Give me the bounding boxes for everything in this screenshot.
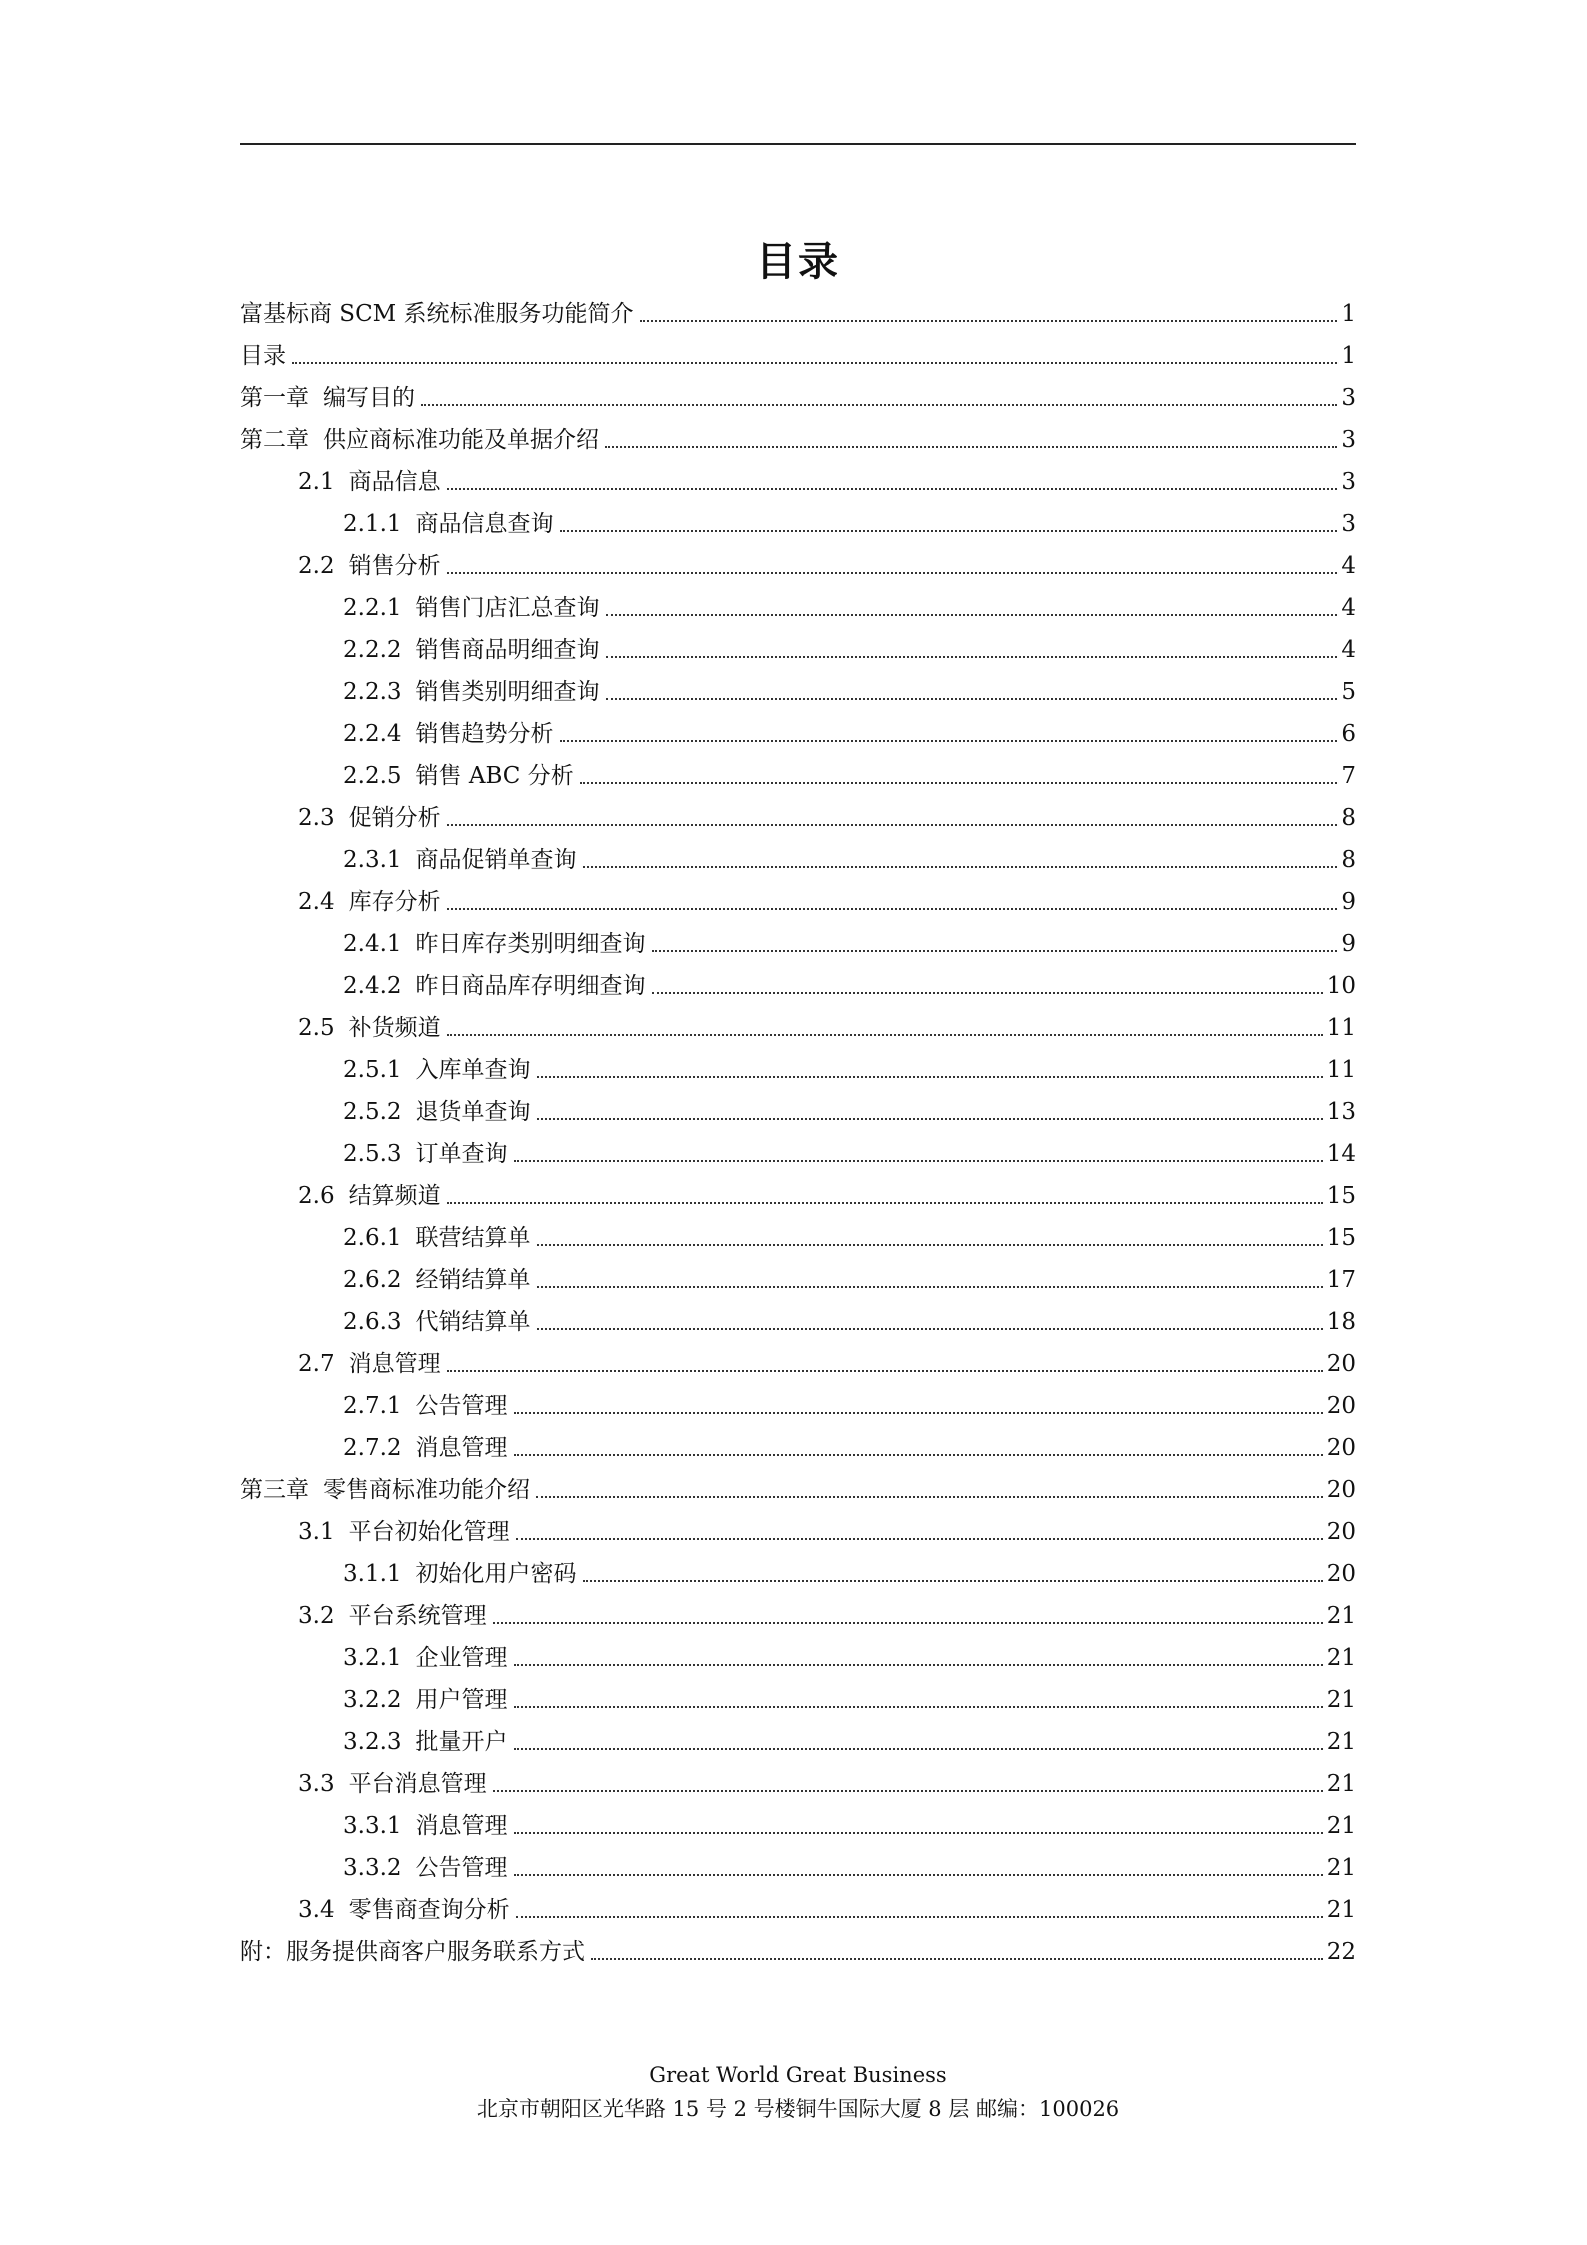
toc-entry-number: 3.3	[298, 1771, 335, 1797]
toc-entry[interactable]	[240, 749, 1356, 791]
toc-dot-leader	[447, 908, 1338, 910]
toc-entry-number: 2.6.1	[343, 1225, 402, 1251]
toc-entry-title: 公告管理	[415, 1855, 508, 1881]
toc-entry[interactable]	[240, 1253, 1356, 1295]
page-footer	[240, 2058, 1356, 2126]
toc-entry-number: 2.5	[298, 1015, 335, 1041]
toc-entry[interactable]	[240, 1463, 1356, 1505]
toc-dot-leader	[514, 1664, 1323, 1666]
toc-entry-title: 经销结算单	[415, 1267, 531, 1293]
toc-entry-number: 2.2.3	[343, 679, 402, 705]
toc-entry[interactable]	[240, 1799, 1356, 1841]
toc-entry-page: 13	[1326, 1099, 1356, 1125]
toc-entry-title: 销售商品明细查询	[415, 637, 600, 663]
toc-entry-title: 昨日库存类别明细查询	[415, 931, 646, 957]
toc-entry-page: 11	[1326, 1057, 1356, 1083]
toc-entry-page: 9	[1341, 931, 1356, 957]
toc-entry[interactable]	[240, 1085, 1356, 1127]
toc-entry-number: 3.1.1	[343, 1561, 402, 1587]
toc-entry-title: 附：服务提供商客户服务联系方式	[240, 1939, 585, 1965]
toc-entry-number: 第二章	[240, 427, 309, 453]
toc-entry-page: 18	[1326, 1309, 1356, 1335]
toc-entry-title: 销售门店汇总查询	[415, 595, 600, 621]
toc-entry-page: 21	[1326, 1897, 1356, 1923]
toc-entry-page: 20	[1326, 1561, 1356, 1587]
toc-dot-leader	[514, 1706, 1323, 1708]
toc-entry-page: 21	[1326, 1729, 1356, 1755]
toc-dot-leader	[537, 1118, 1323, 1120]
toc-entry[interactable]	[240, 1127, 1356, 1169]
toc-entry[interactable]	[240, 1547, 1356, 1589]
toc-entry-page: 8	[1341, 847, 1356, 873]
toc-entry[interactable]	[240, 1505, 1356, 1547]
toc-dot-leader	[493, 1790, 1323, 1792]
toc-entry-title: 零售商标准功能介绍	[323, 1477, 530, 1503]
toc-dot-leader	[537, 1244, 1323, 1246]
toc-entry-number: 2.2	[298, 553, 335, 579]
toc-entry-page: 3	[1341, 511, 1356, 537]
toc-dot-leader	[292, 362, 1337, 364]
toc-entry-title: 零售商查询分析	[348, 1897, 510, 1923]
toc-entry-title: 库存分析	[348, 889, 441, 915]
toc-entry-page: 20	[1326, 1435, 1356, 1461]
toc-entry-page: 21	[1326, 1645, 1356, 1671]
toc-entry-title: 昨日商品库存明细查询	[415, 973, 646, 999]
toc-entry[interactable]	[240, 1421, 1356, 1463]
toc-entry-number: 3.2.2	[343, 1687, 402, 1713]
toc-entry-page: 4	[1341, 553, 1356, 579]
toc-entry[interactable]	[240, 665, 1356, 707]
toc-entry-title: 消息管理	[348, 1351, 441, 1377]
toc-entry-page: 20	[1326, 1393, 1356, 1419]
toc-entry-page: 1	[1341, 343, 1356, 369]
toc-entry-number: 3.2.1	[343, 1645, 402, 1671]
footer-slogan: Great World Great Business	[649, 2063, 947, 2087]
toc-entry-number: 3.2.3	[343, 1729, 402, 1755]
toc-entry[interactable]	[240, 1169, 1356, 1211]
toc-entry[interactable]	[240, 1757, 1356, 1799]
footer-address: 北京市朝阳区光华路 15 号 2 号楼铜牛国际大厦 8 层 邮编：100026	[476, 2097, 1120, 2121]
toc-dot-leader	[606, 698, 1338, 700]
toc-dot-leader	[514, 1874, 1323, 1876]
toc-entry[interactable]	[240, 1295, 1356, 1337]
toc-entry-number: 2.5.2	[343, 1099, 402, 1125]
toc-entry[interactable]	[240, 581, 1356, 623]
toc-entry-number: 2.7.2	[343, 1435, 402, 1461]
toc-entry-title: 促销分析	[348, 805, 441, 831]
toc-entry-number: 2.6.2	[343, 1267, 402, 1293]
toc-entry-page: 1	[1341, 301, 1356, 327]
toc-entry-page: 7	[1341, 763, 1356, 789]
toc-dot-leader	[514, 1160, 1323, 1162]
toc-dot-leader	[560, 530, 1338, 532]
toc-entry[interactable]	[240, 1337, 1356, 1379]
toc-dot-leader	[447, 1370, 1323, 1372]
toc-entry[interactable]	[240, 833, 1356, 875]
toc-entry-title: 初始化用户密码	[415, 1561, 577, 1587]
toc-entry-page: 14	[1326, 1141, 1356, 1167]
toc-entry-page: 21	[1326, 1855, 1356, 1881]
toc-entry[interactable]	[240, 1043, 1356, 1085]
toc-entry-title: 商品促销单查询	[415, 847, 577, 873]
toc-entry-page: 9	[1341, 889, 1356, 915]
toc-entry[interactable]	[240, 623, 1356, 665]
toc-entry-page: 20	[1326, 1477, 1356, 1503]
toc-entry[interactable]	[240, 1631, 1356, 1673]
toc-entry[interactable]	[240, 1379, 1356, 1421]
toc-entry-page: 8	[1341, 805, 1356, 831]
toc-entry-number: 第一章	[240, 385, 309, 411]
toc-entry-number: 2.2.1	[343, 595, 402, 621]
toc-entry-number: 2.5.1	[343, 1057, 402, 1083]
toc-entry-page: 3	[1341, 427, 1356, 453]
toc-entry-title: 销售类别明细查询	[415, 679, 600, 705]
toc-dot-leader	[447, 572, 1338, 574]
toc-entry[interactable]	[240, 959, 1356, 1001]
toc-entry-title: 消息管理	[415, 1435, 508, 1461]
toc-entry-page: 4	[1341, 595, 1356, 621]
toc-entry-title: 平台消息管理	[348, 1771, 487, 1797]
toc-entry-page: 15	[1326, 1183, 1356, 1209]
toc-entry-number: 2.2.5	[343, 763, 402, 789]
toc-entry-title: 平台系统管理	[348, 1603, 487, 1629]
toc-entry-title: 商品信息查询	[415, 511, 554, 537]
toc-entry-number: 2.5.3	[343, 1141, 402, 1167]
toc-entry[interactable]	[240, 1715, 1356, 1757]
toc-entry-number: 2.6.3	[343, 1309, 402, 1335]
toc-dot-leader	[605, 446, 1337, 448]
toc-entry-title: 编写目的	[323, 385, 415, 411]
toc-entry-page: 20	[1326, 1519, 1356, 1545]
toc-dot-leader	[640, 320, 1338, 322]
toc-entry-number: 第三章	[240, 1477, 309, 1503]
toc-entry-title: 联营结算单	[415, 1225, 531, 1251]
toc-dot-leader	[516, 1538, 1323, 1540]
toc-entry[interactable]	[240, 1589, 1356, 1631]
toc-dot-leader	[514, 1832, 1323, 1834]
toc-entry-title: 代销结算单	[415, 1309, 531, 1335]
toc-entry[interactable]	[240, 875, 1356, 917]
toc-entry-title: 用户管理	[415, 1687, 508, 1713]
toc-entry-number: 2.3.1	[343, 847, 402, 873]
toc-entry-title: 企业管理	[415, 1645, 508, 1671]
toc-entry-page: 3	[1341, 385, 1356, 411]
toc-entry[interactable]	[240, 1211, 1356, 1253]
toc-entry-number: 2.6	[298, 1183, 335, 1209]
toc-entry[interactable]	[240, 455, 1356, 497]
toc-entry-page: 4	[1341, 637, 1356, 663]
toc-dot-leader	[591, 1958, 1323, 1960]
toc-entry[interactable]	[240, 1841, 1356, 1883]
toc-entry-page: 20	[1326, 1351, 1356, 1377]
toc-entry-title: 销售趋势分析	[415, 721, 554, 747]
toc-entry-title: 入库单查询	[415, 1057, 531, 1083]
toc-entry[interactable]	[240, 791, 1356, 833]
toc-dot-leader	[447, 824, 1338, 826]
toc-entry-title: 消息管理	[415, 1813, 508, 1839]
toc-entry-number: 3.2	[298, 1603, 335, 1629]
toc-dot-leader	[536, 1496, 1323, 1498]
toc-entry-title: 销售分析	[348, 553, 441, 579]
toc-dot-leader	[514, 1412, 1323, 1414]
page-title: 目录	[756, 238, 840, 285]
toc-entry[interactable]	[240, 1883, 1356, 1925]
toc-entry[interactable]	[240, 1673, 1356, 1715]
toc-entry-title: 商品信息	[348, 469, 441, 495]
toc-entry-title: 富基标商 SCM 系统标准服务功能简介	[240, 301, 634, 327]
toc-entry[interactable]	[240, 707, 1356, 749]
toc-entry-number: 2.1.1	[343, 511, 402, 537]
toc-dot-leader	[514, 1748, 1323, 1750]
toc-entry-page: 21	[1326, 1813, 1356, 1839]
toc-entry[interactable]	[240, 539, 1356, 581]
toc-entry-page: 21	[1326, 1771, 1356, 1797]
toc-dot-leader	[537, 1328, 1323, 1330]
toc-entry-title: 订单查询	[415, 1141, 508, 1167]
toc-entry-number: 2.4.2	[343, 973, 402, 999]
toc-dot-leader	[652, 950, 1338, 952]
toc-entry-title: 销售 ABC 分析	[415, 763, 574, 789]
toc-entry-page: 22	[1326, 1939, 1356, 1965]
toc-entry-number: 3.4	[298, 1897, 335, 1923]
toc-entry[interactable]	[240, 413, 1356, 455]
toc-dot-leader	[583, 1580, 1323, 1582]
toc-dot-leader	[421, 404, 1337, 406]
toc-entry-page: 6	[1341, 721, 1356, 747]
toc-entry-number: 2.3	[298, 805, 335, 831]
toc-dot-leader	[447, 1202, 1323, 1204]
toc-dot-leader	[560, 740, 1338, 742]
toc-entry-title: 批量开户	[415, 1729, 508, 1755]
toc-entry-title: 公告管理	[415, 1393, 508, 1419]
toc-dot-leader	[583, 866, 1338, 868]
toc-dot-leader	[652, 992, 1323, 994]
toc-entry-number: 2.4.1	[343, 931, 402, 957]
toc-entry-number: 2.2.2	[343, 637, 402, 663]
toc-entry-title: 平台初始化管理	[348, 1519, 510, 1545]
toc-entry-page: 10	[1326, 973, 1356, 999]
toc-entry[interactable]	[240, 371, 1356, 413]
toc-dot-leader	[447, 488, 1338, 490]
toc-entry-number: 3.3.2	[343, 1855, 402, 1881]
toc-dot-leader	[606, 614, 1338, 616]
toc-dot-leader	[537, 1286, 1323, 1288]
toc-entry-number: 2.1	[298, 469, 335, 495]
table-of-contents	[240, 287, 1356, 1967]
toc-entry[interactable]	[240, 287, 1356, 329]
toc-entry[interactable]	[240, 917, 1356, 959]
toc-entry-number: 2.7.1	[343, 1393, 402, 1419]
toc-entry-number: 2.4	[298, 889, 335, 915]
toc-entry[interactable]	[240, 1001, 1356, 1043]
toc-entry-page: 5	[1341, 679, 1356, 705]
toc-dot-leader	[516, 1916, 1323, 1918]
toc-entry[interactable]	[240, 329, 1356, 371]
toc-entry[interactable]	[240, 497, 1356, 539]
toc-dot-leader	[514, 1454, 1323, 1456]
toc-dot-leader	[493, 1622, 1323, 1624]
toc-entry-number: 3.3.1	[343, 1813, 402, 1839]
toc-entry-title: 退货单查询	[415, 1099, 531, 1125]
toc-dot-leader	[447, 1034, 1323, 1036]
toc-dot-leader	[537, 1076, 1323, 1078]
toc-entry-number: 3.1	[298, 1519, 335, 1545]
toc-dot-leader	[580, 782, 1338, 784]
header-rule	[240, 143, 1356, 145]
toc-entry-page: 11	[1326, 1015, 1356, 1041]
toc-entry-number: 2.2.4	[343, 721, 402, 747]
toc-entry-page: 21	[1326, 1603, 1356, 1629]
toc-entry-page: 21	[1326, 1687, 1356, 1713]
toc-entry-title: 补货频道	[348, 1015, 441, 1041]
toc-entry[interactable]	[240, 1925, 1356, 1967]
toc-entry-title: 供应商标准功能及单据介绍	[323, 427, 599, 453]
toc-entry-page: 17	[1326, 1267, 1356, 1293]
toc-entry-title: 目录	[240, 343, 286, 369]
toc-dot-leader	[606, 656, 1338, 658]
toc-entry-number: 2.7	[298, 1351, 335, 1377]
toc-entry-page: 3	[1341, 469, 1356, 495]
toc-entry-page: 15	[1326, 1225, 1356, 1251]
toc-entry-title: 结算频道	[348, 1183, 441, 1209]
